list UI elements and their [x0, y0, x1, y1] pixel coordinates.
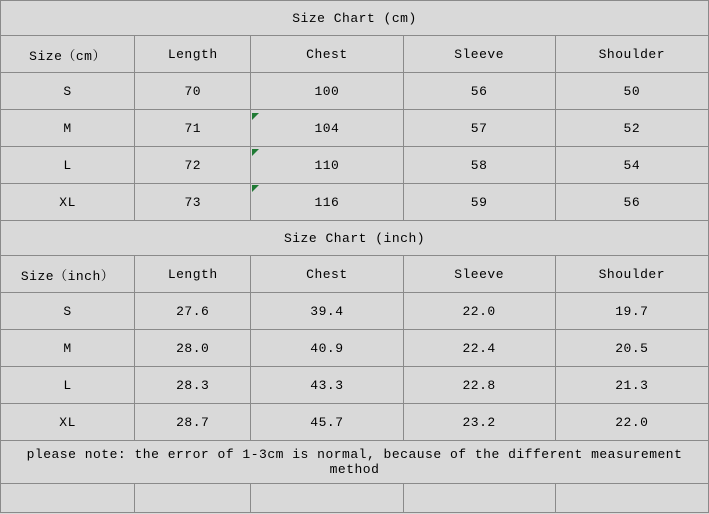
cell-size: XL [1, 404, 135, 441]
table-row [1, 147, 709, 184]
cell-chest: 116 [251, 184, 403, 221]
cell-sleeve: 57 [403, 110, 555, 147]
cell-length: 71 [135, 110, 251, 147]
cell-chest: 40.9 [251, 330, 403, 367]
cell-shoulder: 54 [555, 147, 708, 184]
cell-shoulder: 22.0 [555, 404, 708, 441]
table-row [1, 404, 709, 441]
footer-spacer-cell-1 [1, 484, 135, 513]
cell-corner-marker-icon [252, 113, 259, 120]
footer-spacer-cell-2 [135, 484, 251, 513]
table-row [1, 293, 709, 330]
cm-header-length: Length [135, 36, 251, 73]
cell-chest: 104 [251, 110, 403, 147]
inch-header-shoulder: Shoulder [555, 256, 708, 293]
cell-sleeve: 59 [403, 184, 555, 221]
inch-header-length: Length [135, 256, 251, 293]
cell-size: L [1, 367, 135, 404]
cm-header-size: Size（cm） [1, 36, 135, 73]
cell-length: 27.6 [135, 293, 251, 330]
cell-length: 73 [135, 184, 251, 221]
table-row [1, 367, 709, 404]
inch-header-chest: Chest [251, 256, 403, 293]
footer-spacer-cell-3 [251, 484, 403, 513]
cell-size: M [1, 110, 135, 147]
cell-sleeve: 56 [403, 73, 555, 110]
cm-header-shoulder: Shoulder [555, 36, 708, 73]
cell-shoulder: 50 [555, 73, 708, 110]
cell-size: S [1, 293, 135, 330]
cell-shoulder: 52 [555, 110, 708, 147]
cell-chest: 39.4 [251, 293, 403, 330]
cell-sleeve: 22.0 [403, 293, 555, 330]
cell-chest: 43.3 [251, 367, 403, 404]
inch-header-size: Size（inch） [1, 256, 135, 293]
cell-size: L [1, 147, 135, 184]
footer-spacer-cell-5 [555, 484, 708, 513]
cell-length: 28.3 [135, 367, 251, 404]
cell-size: S [1, 73, 135, 110]
cm-header-sleeve: Sleeve [403, 36, 555, 73]
footer-spacer-cell-4 [403, 484, 555, 513]
cell-sleeve: 22.4 [403, 330, 555, 367]
cell-shoulder: 19.7 [555, 293, 708, 330]
cell-shoulder: 20.5 [555, 330, 708, 367]
table-row [1, 184, 709, 221]
inch-header-sleeve: Sleeve [403, 256, 555, 293]
cell-chest: 100 [251, 73, 403, 110]
cell-chest: 45.7 [251, 404, 403, 441]
cell-length: 28.0 [135, 330, 251, 367]
cell-size: XL [1, 184, 135, 221]
cm-chart-title: Size Chart (cm) [1, 1, 709, 36]
cell-length: 72 [135, 147, 251, 184]
cell-length: 28.7 [135, 404, 251, 441]
cm-chart-title-row [1, 1, 709, 36]
cell-size: M [1, 330, 135, 367]
cm-header-chest: Chest [251, 36, 403, 73]
cell-corner-marker-icon [252, 149, 259, 156]
table-row [1, 330, 709, 367]
cell-sleeve: 58 [403, 147, 555, 184]
cell-shoulder: 21.3 [555, 367, 708, 404]
cell-chest: 110 [251, 147, 403, 184]
cell-shoulder: 56 [555, 184, 708, 221]
cell-sleeve: 23.2 [403, 404, 555, 441]
inch-chart-title-row [1, 221, 709, 256]
inch-header-row [1, 256, 709, 293]
table-row [1, 110, 709, 147]
footer-spacer-row [1, 484, 709, 513]
cell-sleeve: 22.8 [403, 367, 555, 404]
cm-header-row [1, 36, 709, 73]
cell-corner-marker-icon [252, 185, 259, 192]
table-row [1, 73, 709, 110]
inch-chart-title: Size Chart (inch) [1, 221, 709, 256]
cell-length: 70 [135, 73, 251, 110]
measurement-note-row [1, 441, 709, 484]
measurement-note: please note: the error of 1-3cm is normal, because of the different measurement method [1, 441, 709, 484]
